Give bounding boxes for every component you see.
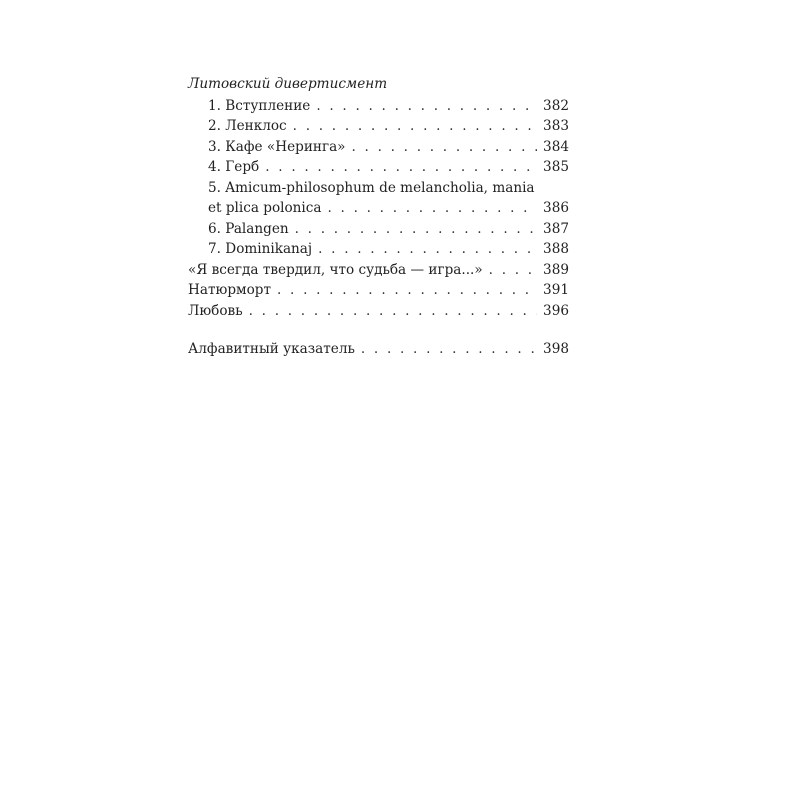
dot-leader <box>295 219 537 240</box>
table-of-contents <box>188 74 569 360</box>
entry-page: 389 <box>543 261 569 278</box>
toc-entry[interactable] <box>188 116 569 137</box>
entry-title-line1: 5. Amicum-philosophum de melancholia, mania <box>208 179 535 196</box>
dot-leader <box>489 260 537 281</box>
toc-entry[interactable] <box>188 219 569 240</box>
toc-entry[interactable] <box>188 157 569 178</box>
entry-title-line2-row <box>208 198 569 219</box>
dot-leader <box>352 137 538 158</box>
entry-page: 383 <box>543 118 569 134</box>
dot-leader <box>277 280 537 301</box>
spacer <box>188 321 569 339</box>
entry-page: 385 <box>543 159 569 175</box>
entry-page: 386 <box>543 200 569 216</box>
entry-title: 7. Dominikanaj <box>208 241 313 257</box>
toc-entry[interactable] <box>188 137 569 158</box>
entry-title: 1. Вступление <box>208 97 311 114</box>
toc-entry[interactable] <box>188 280 569 301</box>
entry-page: 398 <box>543 341 569 357</box>
entry-page: 382 <box>543 97 569 114</box>
entry-page: 391 <box>543 282 569 298</box>
entry-title: 6. Palangen <box>208 220 289 237</box>
entry-title: «Я всегда твердил, что судьба — игра...» <box>188 261 483 278</box>
toc-entry[interactable] <box>188 239 569 260</box>
entry-page: 396 <box>543 302 569 319</box>
entry-page: 388 <box>543 241 569 257</box>
dot-leader <box>316 96 537 117</box>
entry-title: Любовь <box>188 302 243 319</box>
toc-entry[interactable] <box>188 260 569 281</box>
dot-leader <box>328 198 538 219</box>
toc-entry-index[interactable] <box>188 339 569 360</box>
toc-entry[interactable] <box>188 96 569 117</box>
entry-page: 384 <box>543 138 569 155</box>
dot-leader <box>265 157 537 178</box>
entry-title: 2. Ленклос <box>208 118 287 134</box>
entry-title: Натюрморт <box>188 282 271 298</box>
dot-leader <box>293 116 537 137</box>
entry-title: 3. Кафе «Неринга» <box>208 138 346 155</box>
section-title: Литовский дивертисмент <box>188 76 388 92</box>
entry-page: 387 <box>543 220 569 237</box>
toc-entry-multiline[interactable] <box>188 178 569 219</box>
dot-leader <box>361 339 537 360</box>
entry-title: 4. Герб <box>208 159 260 175</box>
entry-title-line2: et plica polonica <box>208 200 322 216</box>
toc-entry[interactable] <box>188 301 569 322</box>
dot-leader <box>318 239 537 260</box>
entry-title: Алфавитный указатель <box>188 341 355 357</box>
dot-leader <box>249 301 537 322</box>
